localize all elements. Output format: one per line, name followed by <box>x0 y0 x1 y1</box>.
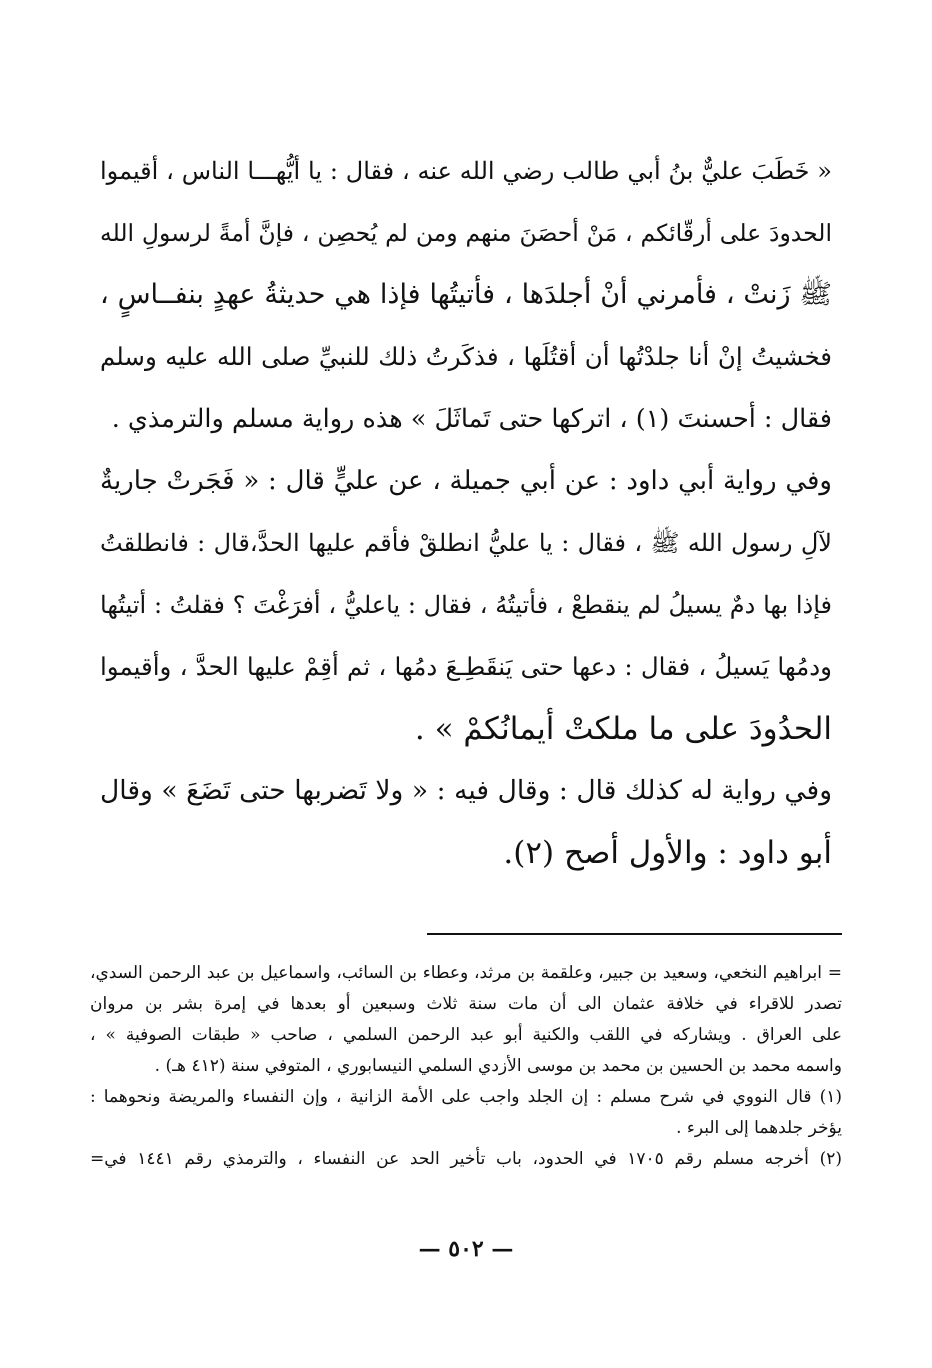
footnotes <box>90 958 842 1175</box>
text-line: وفي رواية له كذلك قال : وقال فيه : « ولا تَضربها حتى تَضَعَ » وقال <box>100 775 832 806</box>
text-line: فإذا بها دمٌ يسيلُ لم ينقطعْ ، فأتيتُهُ ، فقال : ياعليُّ ، أفرَغْتَ ؟ فقلتُ : أتيتُها <box>100 591 832 619</box>
text-line: وفي رواية أبي داود : عن أبي جميلة ، عن عليٍّ قال : « فَجَرتْ جاريةٌ <box>100 466 832 496</box>
footnote-separator <box>427 933 842 935</box>
footnote-line: = ابراهيم النخعي، وسعيد بن جبير، وعلقمة بن مرثد، وعطاء بن السائب، واسماعيل بن عبد الرحمن السدي، <box>90 963 842 983</box>
footnote-line: (١) قال النووي في شرح مسلم : إن الجلد واجب على الأمة الزانية ، وإن النفساء والمريضة ونحوهما : <box>90 1087 842 1107</box>
footnote-line: على العراق . ويشاركه في اللقب والكنية أبو عبد الرحمن السلمي ، صاحب « طبقات الصوفية » ، <box>90 1025 842 1045</box>
footnote-line: (٢) أخرجه مسلم رقم ١٧٠٥ في الحدود، باب تأخير الحد عن النفساء ، والترمذي رقم ١٤٤١ في= <box>90 1149 842 1169</box>
text-line: الحدودَ على أرقّائكم ، مَنْ أحصَنَ منهم ومن لم يُحصِن ، فإنَّ أمةً لرسولِ الله <box>100 219 832 247</box>
text-line: الحدُودَ على ما ملكتْ أيمانُكمْ » . <box>414 711 832 747</box>
text-line: لآلِ رسول الله ﷺ ، فقال : يا عليُّ انطلقْ فأقم عليها الحدَّ،قال : فانطلقتُ <box>100 529 832 557</box>
text-line: فخشيتُ إنْ أنا جلدْتُها أن أقتُلَها ، فذكَرتُ ذلك للنبيِّ صلى الله عليه وسلم <box>100 342 832 371</box>
footnote-line: واسمه محمد بن الحسين بن محمد بن موسى الأزدي السلمي النيسابوري ، المتوفي سنة (٤١٢ هـ) . <box>154 1056 842 1076</box>
main-text <box>100 140 832 884</box>
footnote-line: تصدر للاقراء في خلافة عثمان الى أن مات سنة ثلاث وسبعين أو بعدها في إمرة بشر بن مروان <box>90 994 842 1014</box>
page-number: — ٥٠٢ — <box>418 1236 514 1262</box>
text-line: أبو داود : والأول أصح (٢). <box>503 835 832 871</box>
text-line: فقال : أحسنتَ (١) ، اتركها حتى تَماثَلَ » هذه رواية مسلم والترمذي . <box>111 404 832 434</box>
footnote-line: يؤخر جلدهما إلى البرء . <box>676 1118 842 1138</box>
text-line: ﷺ زَنتْ ، فأمرني أنْ أجلدَها ، فأتيتُها فإذا هي حديثةُ عهدٍ بنفــاسٍ ، <box>100 279 832 310</box>
text-line: ودمُها يَسيلُ ، فقال : دعها حتى يَنقَطِـعَ دمُها ، ثم أقِمْ عليها الحدَّ ، وأقيموا <box>100 652 832 681</box>
text-line: « خَطَبَ عليٌّ بنُ أبي طالب رضي الله عنه ، فقال : يا أيُّهـــا الناس ، أقيموا <box>100 157 832 185</box>
